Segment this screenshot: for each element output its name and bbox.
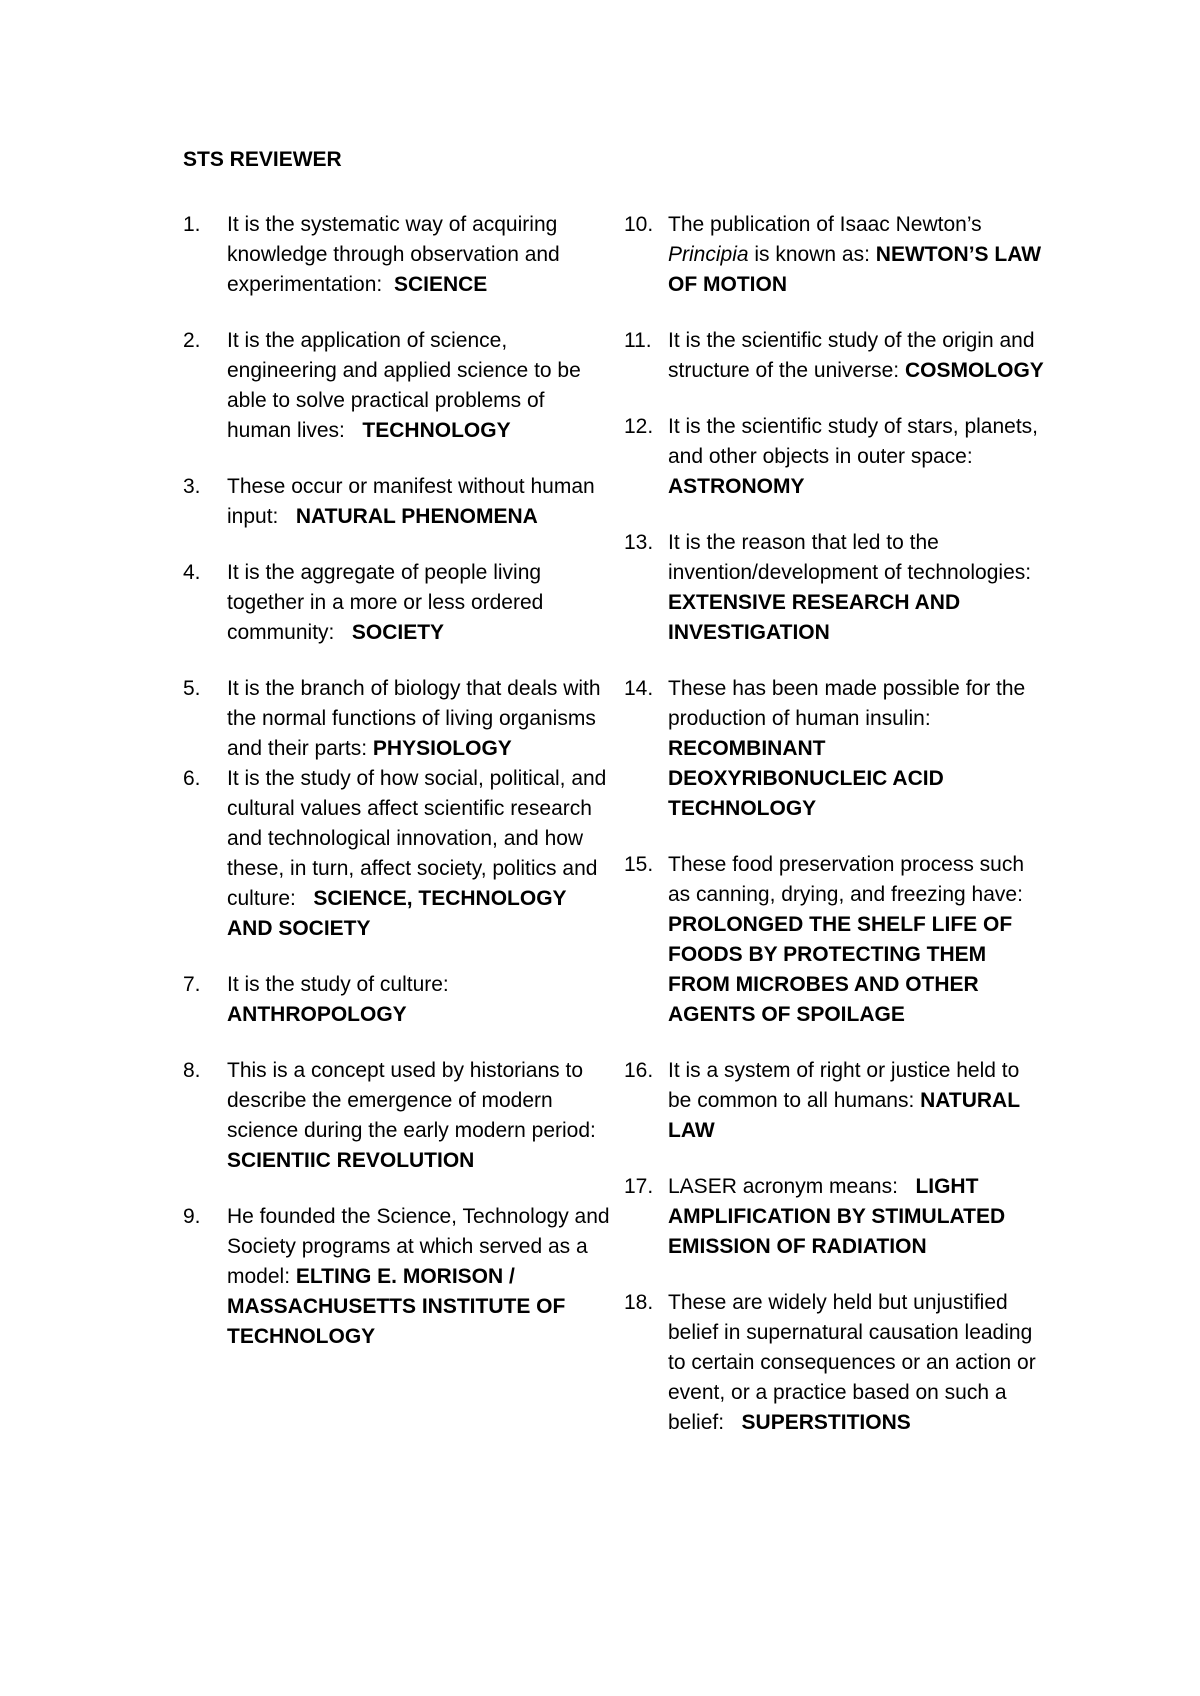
- item-answer: TECHNOLOGY: [362, 419, 511, 442]
- item-question: It is the systematic way of acquiring knowledge through observation and experimentation:: [227, 213, 566, 296]
- list-item: [624, 210, 1048, 300]
- item-number: 4.: [183, 561, 201, 584]
- item-question: These occur or manifest without human input:: [227, 475, 601, 528]
- item-answer: EXTENSIVE RESEARCH AND INVESTIGATION: [668, 591, 961, 644]
- item-question: It is the reason that led to the invention/development of technologies:: [668, 531, 1049, 584]
- list-item: [624, 412, 1048, 502]
- item-answer: PHYSIOLOGY: [372, 737, 512, 760]
- item-number: 7.: [183, 973, 201, 996]
- item-question: It is the scientific study of the origin and structure of the universe:: [668, 329, 1041, 382]
- item-number: 14.: [624, 677, 654, 700]
- item-answer: SOCIETY: [351, 621, 445, 644]
- item-number: 3.: [183, 475, 201, 498]
- list-item: [624, 850, 1048, 1030]
- list-item: [183, 210, 613, 300]
- list-item: [183, 674, 613, 764]
- item-question: It is the application of science, engineering and applied science to be able to solve practical problems of human lives:: [227, 329, 587, 442]
- item-number: 2.: [183, 329, 201, 352]
- item-answer: ASTRONOMY: [668, 475, 805, 498]
- item-question: He founded the Science, Technology and Society programs at which served as a model:: [227, 1205, 616, 1288]
- item-number: 18.: [624, 1291, 654, 1314]
- item-answer: SCIENTIIC REVOLUTION: [227, 1149, 475, 1172]
- item-answer: NATURAL PHENOMENA: [295, 505, 538, 528]
- item-number: 9.: [183, 1205, 201, 1228]
- item-answer: ELTING E. MORISON / MASSACHUSETTS INSTITUTE OF TECHNOLOGY: [227, 1265, 566, 1348]
- list-item: [183, 558, 613, 648]
- list-item: [624, 674, 1048, 824]
- item-question: It is the study of how social, political, and cultural values affect scientific research and technological innovation, and how these, in turn, affect society, politics and culture:: [227, 767, 613, 910]
- item-number: 12.: [624, 415, 654, 438]
- item-question: It is a system of right or justice held to be common to all humans:: [668, 1059, 1026, 1112]
- item-answer: SUPERSTITIONS: [741, 1411, 911, 1434]
- list-item: [183, 1202, 616, 1352]
- list-item: [624, 326, 1048, 386]
- item-answer: LIGHT AMPLIFICATION BY STIMULATED EMISSION OF RADIATION: [668, 1175, 1006, 1258]
- list-item: [183, 472, 613, 532]
- item-answer: COSMOLOGY: [904, 359, 1044, 382]
- item-number: 11.: [624, 329, 652, 352]
- item-answer: SCIENCE: [393, 273, 488, 296]
- item-answer: PROLONGED THE SHELF LIFE OF FOODS BY PROTECTING THEM FROM MICROBES AND OTHER AGENTS OF SPOILAGE: [668, 913, 1013, 1026]
- item-question-italic: Principia: [668, 243, 749, 266]
- list-item: [624, 528, 1049, 648]
- item-question: It is the study of culture:: [227, 973, 455, 996]
- item-question: This is a concept used by historians to describe the emergence of modern science during the early modern period:: [227, 1059, 614, 1142]
- item-question: These are widely held but unjustified belief in supernatural causation leading to certain consequences or an action or event, or a practice based on such a belief:: [668, 1291, 1042, 1434]
- right-column: [624, 210, 1049, 1438]
- item-number: 10.: [624, 213, 654, 236]
- item-question: It is the aggregate of people living together in a more or less ordered community:: [227, 561, 550, 644]
- item-question: is known as:: [748, 243, 876, 266]
- item-number: 5.: [183, 677, 201, 700]
- list-item: [183, 326, 613, 446]
- list-item: [183, 1056, 613, 1176]
- list-item: [624, 1172, 1048, 1262]
- item-number: 6.: [183, 767, 201, 790]
- item-number: 15.: [624, 853, 654, 876]
- item-answer: NATURAL LAW: [668, 1089, 1020, 1142]
- left-column: [183, 210, 616, 1352]
- item-question: It is the branch of biology that deals with the normal functions of living organisms and their parts:: [227, 677, 607, 760]
- item-answer: NEWTON’S LAW OF MOTION: [668, 243, 1042, 296]
- list-item: [183, 970, 613, 1030]
- item-number: 1.: [183, 213, 201, 236]
- document-title: STS REVIEWER: [183, 148, 342, 171]
- item-answer: ANTHROPOLOGY: [227, 1003, 407, 1026]
- list-item: [624, 1056, 1048, 1146]
- item-question: These has been made possible for the production of human insulin:: [668, 677, 1032, 730]
- item-number: 8.: [183, 1059, 201, 1082]
- item-number: 17.: [624, 1175, 654, 1198]
- item-question: These food preservation process such as canning, drying, and freezing have:: [668, 853, 1041, 906]
- item-number: 13.: [624, 531, 654, 554]
- item-question: The publication of Isaac Newton’s: [668, 213, 988, 236]
- item-question: It is the scientific study of stars, planets, and other objects in outer space:: [668, 415, 1044, 468]
- item-number: 16.: [624, 1059, 654, 1082]
- list-item: [624, 1288, 1048, 1438]
- item-question: LASER acronym means:: [668, 1175, 916, 1198]
- item-answer: RECOMBINANT DEOXYRIBONUCLEIC ACID TECHNOLOGY: [668, 737, 944, 820]
- item-answer: SCIENCE, TECHNOLOGY AND SOCIETY: [227, 887, 567, 940]
- list-item: [183, 764, 613, 944]
